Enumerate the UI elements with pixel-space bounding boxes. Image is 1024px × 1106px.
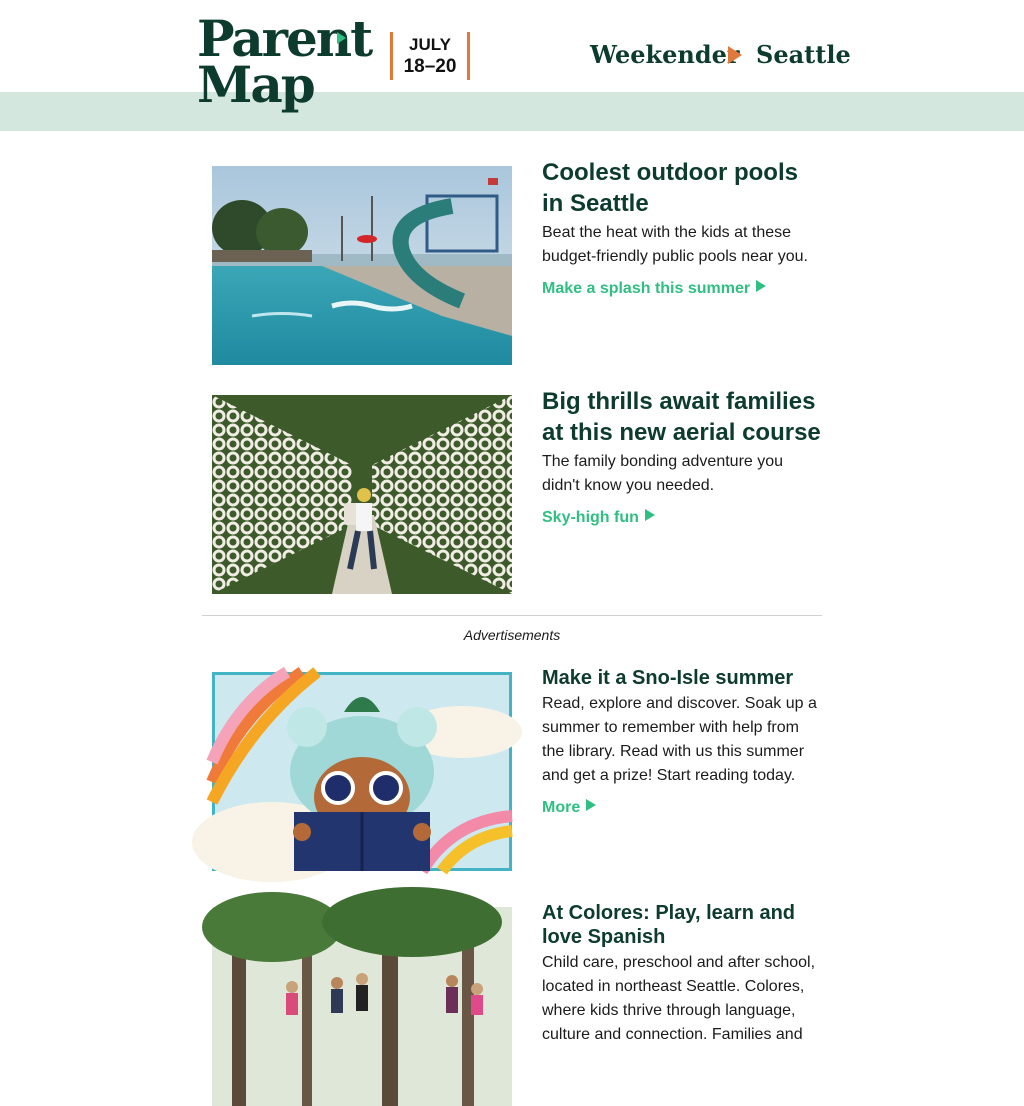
ad-title[interactable]: At Colores: Play, learn and love Spanish <box>542 902 796 948</box>
edition-title <box>590 38 851 72</box>
pool-photo[interactable] <box>212 166 512 365</box>
issue-days: 18–20 <box>403 56 457 77</box>
sno-isle-ad-image[interactable] <box>212 672 512 871</box>
play-arrow-icon <box>645 509 655 521</box>
article-text <box>542 159 824 299</box>
ad-title[interactable]: Make it a Sno-Isle summer <box>542 667 794 689</box>
play-arrow-icon <box>756 280 766 292</box>
play-arrow-icon <box>728 46 742 64</box>
parentmap-logo[interactable] <box>197 9 372 124</box>
aerial-course-photo[interactable] <box>212 395 512 594</box>
ad-text <box>542 667 824 818</box>
issue-date <box>390 32 470 80</box>
issue-month: JULY <box>409 35 451 54</box>
ad-description: Read, explore and discover. Soak up a summer to remember with help from the library. Read with us this summer and get a prize! Start reading today. <box>542 695 817 784</box>
article-link-label: Make a splash this summer <box>542 280 751 297</box>
ad-link-label: More <box>542 799 581 816</box>
play-arrow-icon <box>586 799 596 811</box>
ad-text <box>542 902 824 1047</box>
article-link[interactable] <box>542 279 766 299</box>
article-description: The family bonding adventure you didn't know you needed. <box>542 453 784 494</box>
reading-kid-illustration <box>212 672 512 871</box>
colores-ad-image[interactable] <box>212 907 512 1106</box>
ad-link[interactable] <box>542 798 596 818</box>
article-description: Beat the heat with the kids at these budget-friendly public pools near you. <box>542 224 808 265</box>
logo-arrow-icon <box>337 32 346 44</box>
section-divider <box>202 615 822 616</box>
advertisements-label: Advertisements <box>463 627 561 643</box>
edition-name: Weekender <box>590 40 740 69</box>
ad-description: Child care, preschool and after school, located in northeast Seattle. Colores, where kids thrive through language, culture and connection. Families and <box>542 954 816 1043</box>
email-header <box>0 0 1024 131</box>
logo-word-map: Map <box>197 55 314 114</box>
pool-illustration <box>212 166 512 365</box>
article-title[interactable]: Coolest outdoor pools in Seattle <box>542 159 798 217</box>
logo-word-parent: Parent <box>197 9 372 68</box>
article-text <box>542 388 824 528</box>
article-link[interactable] <box>542 508 655 528</box>
edition-city: Seattle <box>756 40 851 69</box>
article-link-label: Sky-high fun <box>542 509 639 526</box>
article-title[interactable]: Big thrills await families at this new aerial course <box>542 388 821 446</box>
kids-in-forest-illustration <box>212 907 512 1106</box>
rope-bridge-illustration <box>212 395 512 594</box>
header-band <box>0 92 1024 131</box>
